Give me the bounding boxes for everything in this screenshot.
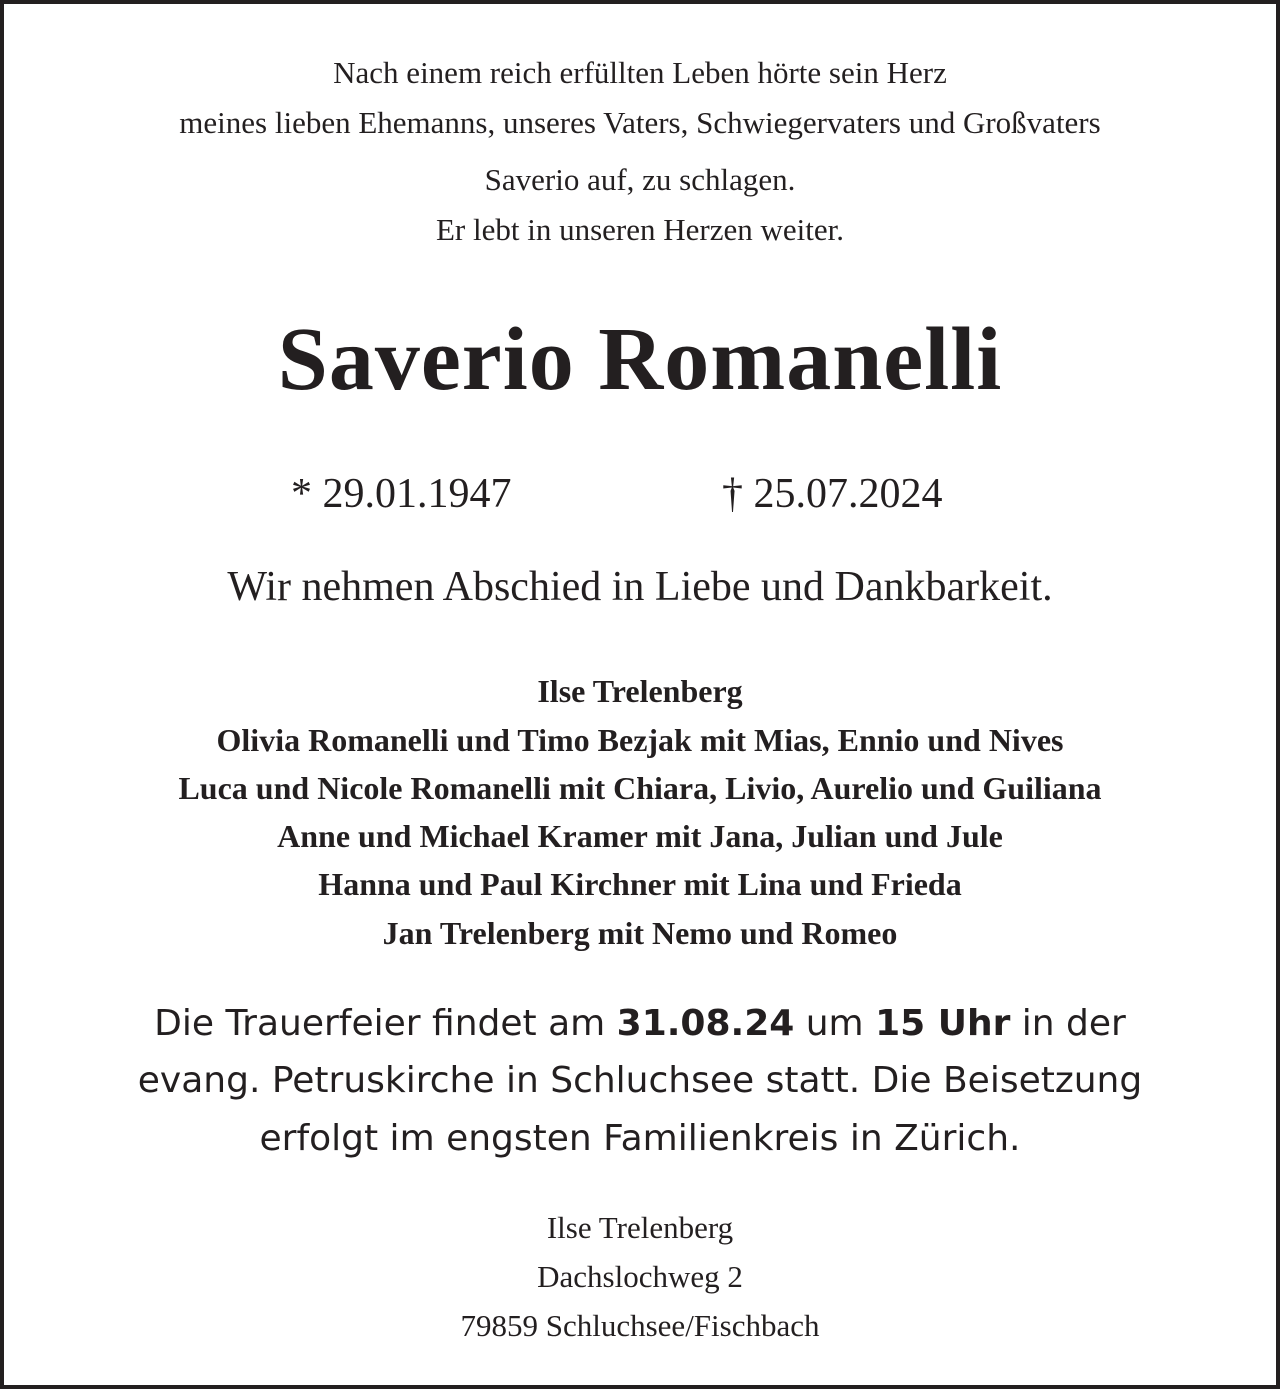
intro-line-3: Saverio auf, zu schlagen.: [484, 162, 796, 197]
deceased-name: Saverio Romanelli: [277, 310, 1003, 409]
address-name: Ilse Trelenberg: [546, 1210, 734, 1245]
service-time: 15 Uhr: [875, 1003, 1011, 1044]
death-date: † 25.07.2024: [722, 471, 943, 517]
service-line-2: evang. Petruskirche in Schluchsee statt. Die Beisetzung: [137, 1060, 1143, 1101]
mourner-line: Ilse Trelenberg: [537, 673, 743, 709]
intro-line-2: meines lieben Ehemanns, unseres Vaters, Schwiegervaters und Großvaters: [179, 105, 1101, 140]
intro-line-4: Er lebt in unseren Herzen weiter.: [436, 212, 844, 247]
intro-line-1: Nach einem reich erfüllten Leben hörte sein Herz: [333, 55, 947, 90]
service-line-3: erfolgt im engsten Familienkreis in Zürich.: [259, 1118, 1021, 1159]
mourner-line: Luca und Nicole Romanelli mit Chiara, Livio, Aurelio und Guiliana: [178, 770, 1102, 806]
service-line-1: [0, 1003, 1280, 1044]
service-text-between: um: [794, 1003, 876, 1044]
farewell-line: Wir nehmen Abschied in Liebe und Dankbarkeit.: [227, 564, 1053, 610]
mourner-line: Jan Trelenberg mit Nemo und Romeo: [382, 915, 898, 951]
address-city: 79859 Schluchsee/Fischbach: [460, 1308, 820, 1343]
mourner-line: Anne und Michael Kramer mit Jana, Julian und Jule: [277, 818, 1003, 854]
mourner-line: Hanna und Paul Kirchner mit Lina und Frieda: [318, 866, 962, 902]
mourner-line: Olivia Romanelli und Timo Bezjak mit Mias, Ennio und Nives: [216, 722, 1064, 758]
life-dates: [0, 470, 1280, 520]
service-text-after-time: in der: [1010, 1003, 1126, 1044]
service-date: 31.08.24: [616, 1003, 795, 1044]
birth-date: * 29.01.1947: [291, 471, 512, 517]
service-text-before-date: Die Trauerfeier findet am: [154, 1003, 617, 1044]
address-street: Dachslochweg 2: [537, 1259, 743, 1294]
